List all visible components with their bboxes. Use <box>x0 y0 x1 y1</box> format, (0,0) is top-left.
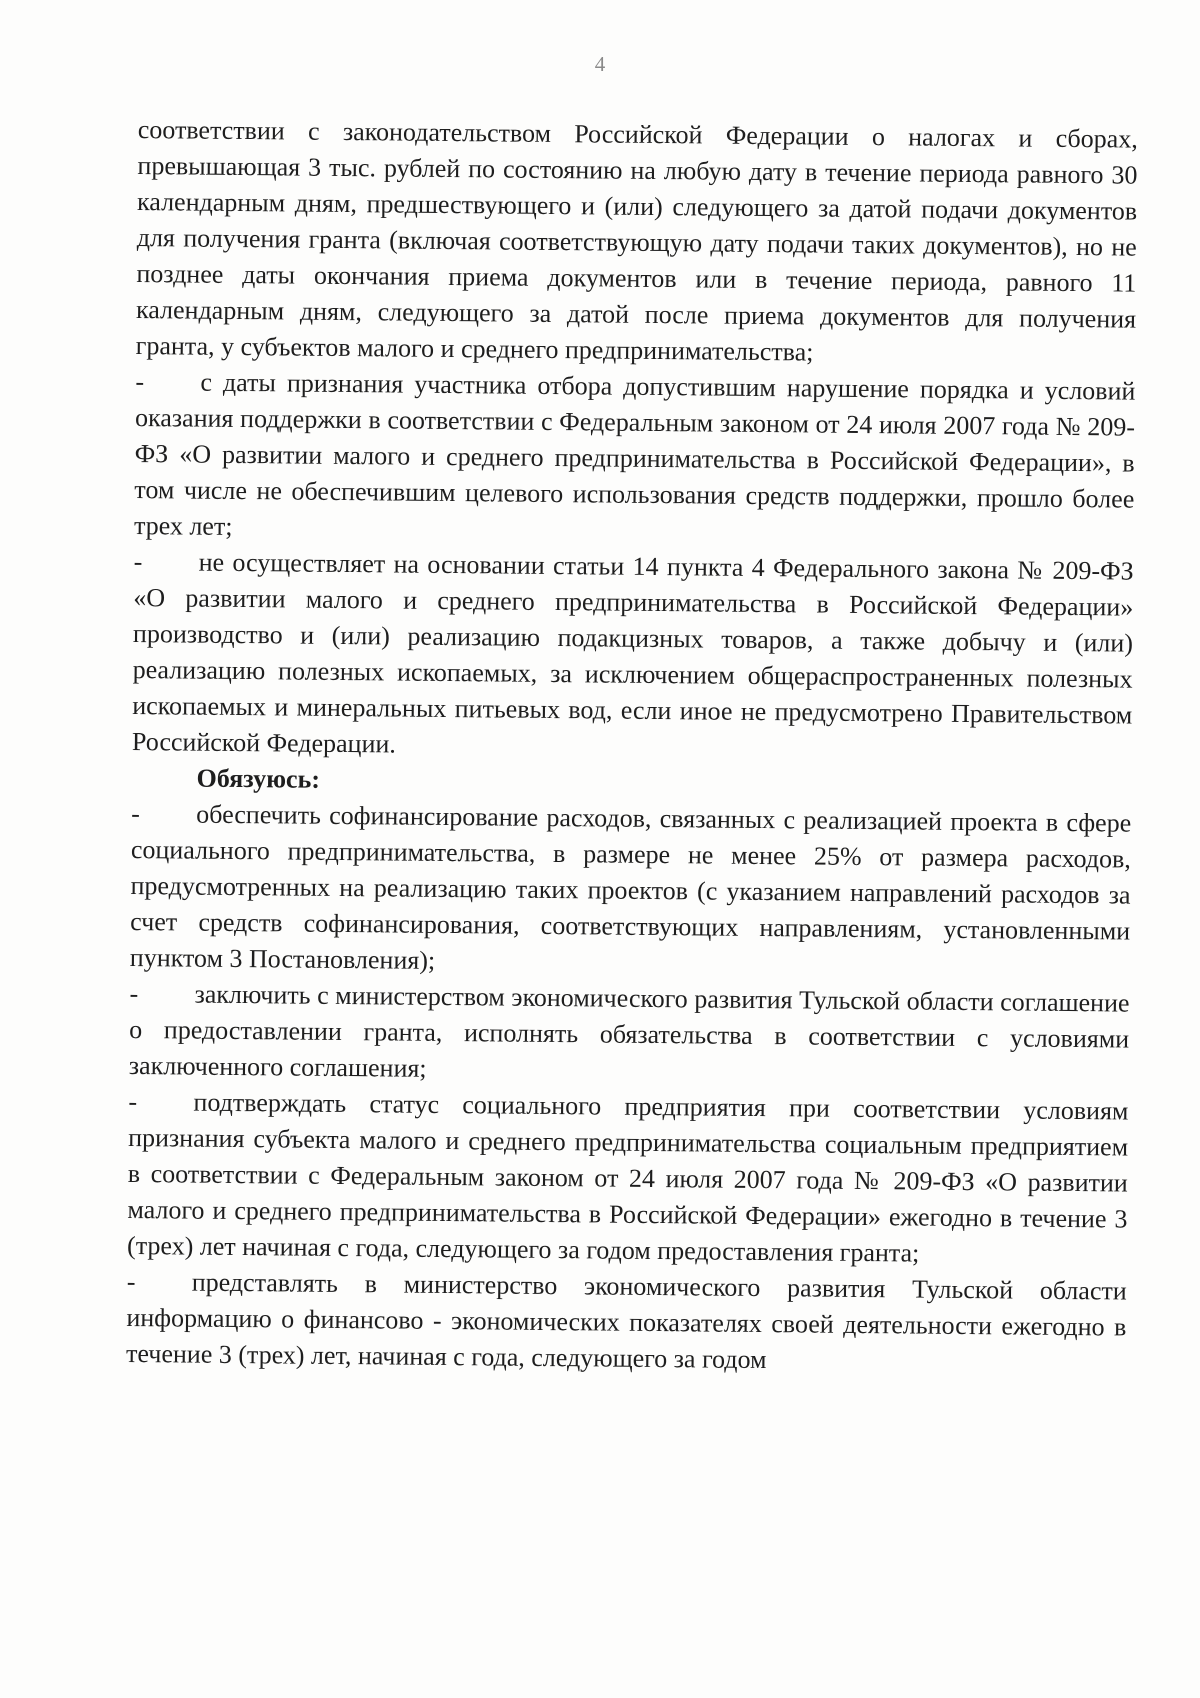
list-dash: - <box>126 1266 136 1297</box>
list-dash: - <box>131 798 141 829</box>
list-item <box>129 976 1130 1094</box>
list-item <box>130 796 1132 986</box>
page-number: 4 <box>594 52 606 76</box>
list-item <box>132 544 1134 770</box>
list-dash: - <box>128 1086 138 1117</box>
list-item-text: обеспечить софинансирование расходов, связанных с реализацией проекта в сфере социального предпринимательства, в размере не менее 25% от размера расходов, предусмотренных на реализацию таких проектов (с указанием направлений расходов за счет средств софинансирования, соответствующих направлениям, установленными пунктом 3 Постановления); <box>129 799 1132 975</box>
list-item <box>126 1264 1127 1382</box>
list-item-text: представлять в министерство экономического развития Тульской области информацию о финансово - экономических показателях своей деятельности ежегодно в течение 3 (трех) лет, начиная с года, следующего за годом <box>125 1267 1127 1375</box>
list-item-text: с даты признания участника отбора допустившим нарушение порядка и условий оказания поддержки в соответствии с Федеральным законом от 24 июля 2007 года № 209-ФЗ «О развитии малого и среднего предпринимательства в Российской Федерации», в том числе не обеспечившим целевого использования средств поддержки, прошло более трех лет; <box>133 367 1136 541</box>
heading-text: Обязуюсь: <box>196 763 321 794</box>
list-item <box>134 364 1136 554</box>
document-body <box>126 112 1138 1382</box>
list-item-text: заключить с министерством экономического развития Тульской области соглашение о предоставлении гранта, исполнять обязательства в соответствии с условиями заключенного соглашения; <box>128 979 1130 1083</box>
list-dash: - <box>133 546 143 577</box>
list-item-text: подтверждать статус социального предприятия при соответствии условиям признания субъекта малого и среднего предпринимательства социальным предприятием в соответствии с Федеральным законом от 24 июля 2007 года № 209-ФЗ «О развитии малого и среднего предпринимательства в Российской Федерации» ежегодно в течение 3 (трех) лет начиная с года, следующего за годом предоставления гранта; <box>126 1087 1129 1268</box>
paragraph-continuation <box>136 112 1138 374</box>
list-dash: - <box>135 366 145 397</box>
list-item <box>127 1084 1129 1274</box>
paragraph-text: соответствии с законодательством Российской Федерации о налогах и сборах, превышающая 3 тыс. рублей по состоянию на любую дату в течение периода равного 30 календарным дням, предшествующего и (или) следующего за датой подачи документов для получения гранта (включая соответствующую дату подачи таких документов), но не позднее даты окончания приема документов или в течение периода, равного 11 календарным дням, следующего за датой после приема документов для получения гранта, у субъектов малого и среднего предпринимательства; <box>135 114 1138 367</box>
list-item-text: не осуществляет на основании статьи 14 пункта 4 Федерального закона № 209-ФЗ «О развитии малого и среднего предпринимательства в Российской Федерации» производство и (или) реализацию подакцизных товаров, а также добычу и (или) реализацию полезных ископаемых, за исключением общераспространенных полезных ископаемых и минеральных питьевых вод, если иное не предусмотрено Правительством Российской Федерации. <box>131 547 1134 759</box>
list-dash: - <box>129 978 139 1009</box>
